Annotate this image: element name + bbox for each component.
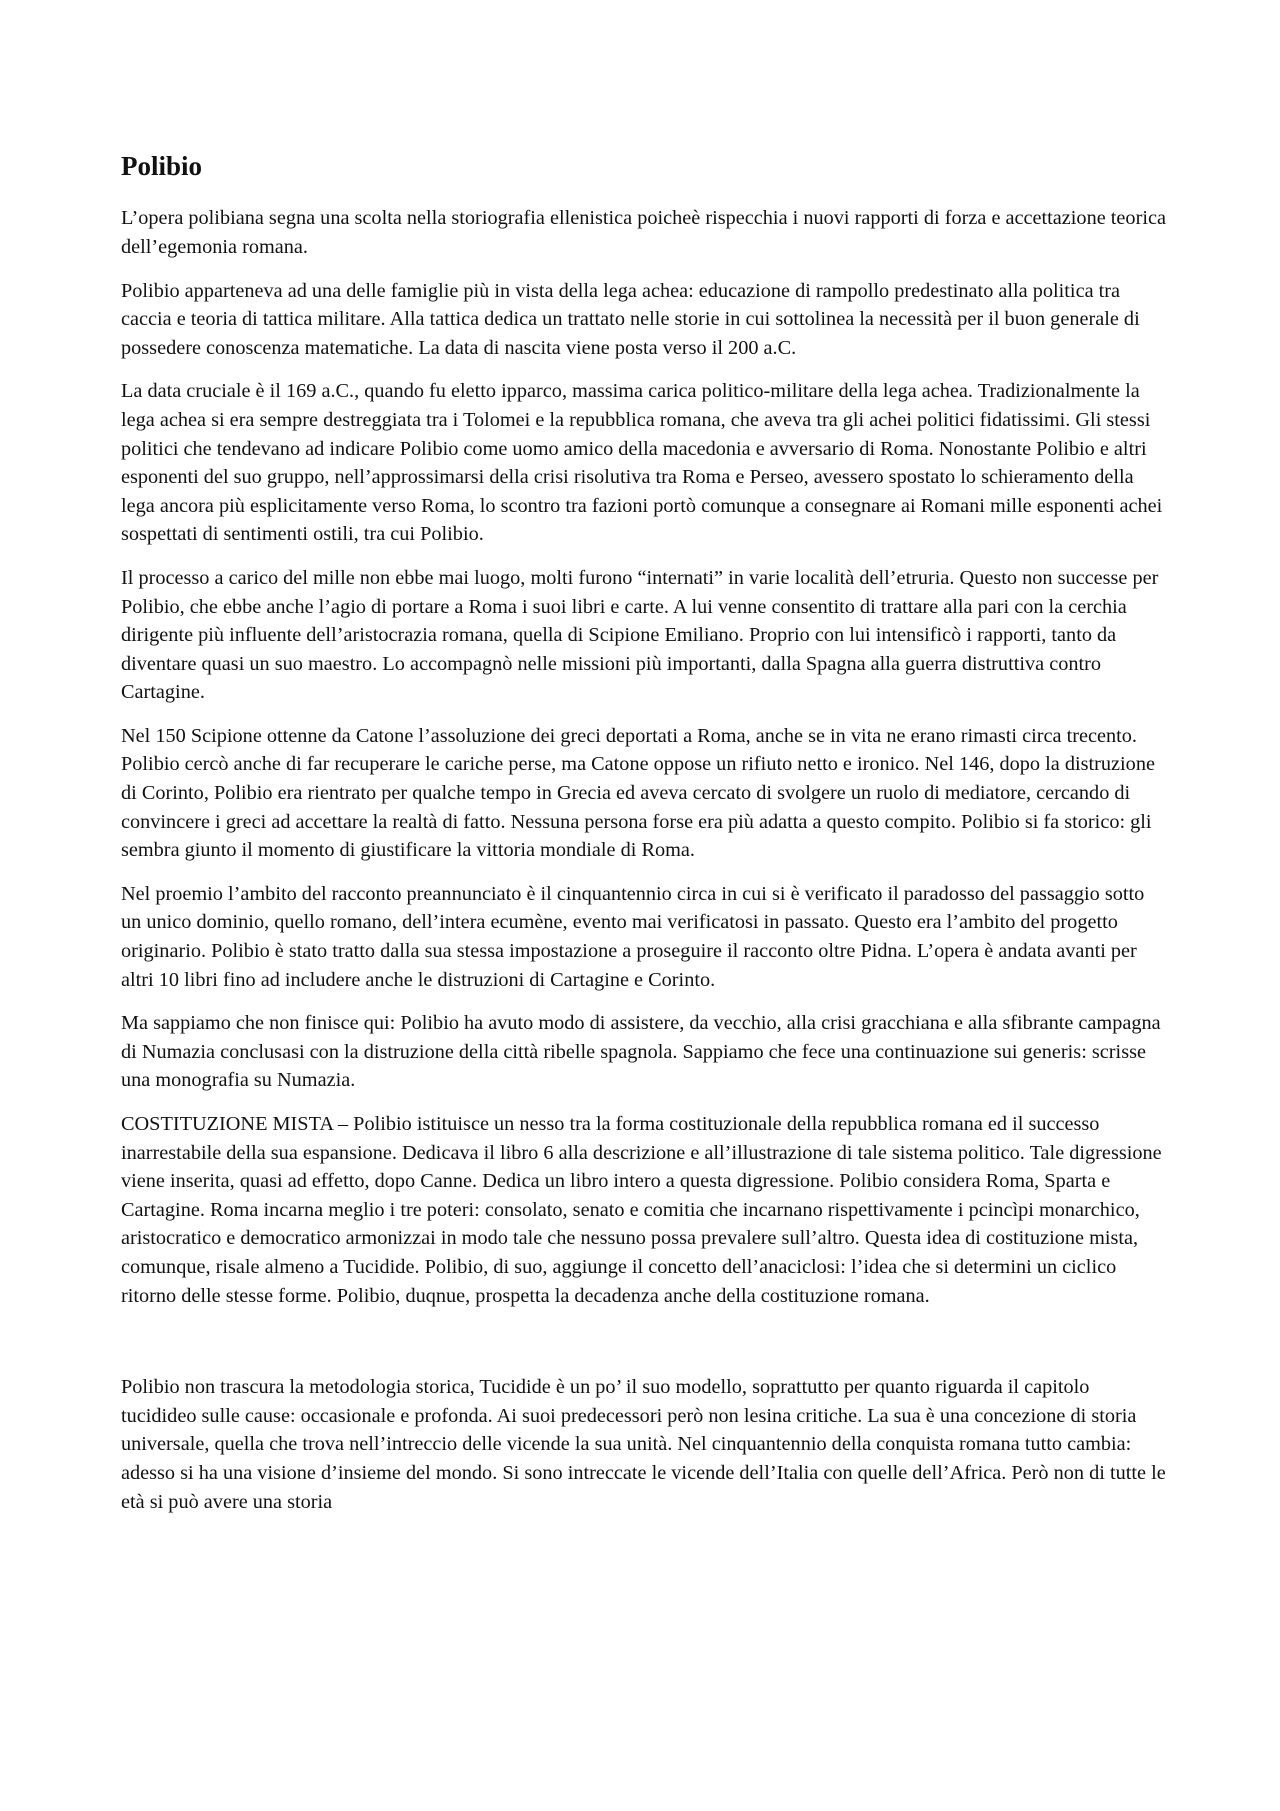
paragraph-proemio: Nel proemio l’ambito del racconto preannunciato è il cinquantennio circa in cui si è verificato il paradosso del passaggio sotto un unico dominio, quello romano, dell’intera ecumène, evento mai verificatosi in passato. Questo era l’ambito del progetto originario. Polibio è stato tratto dalla sua stessa impostazione a proseguire il racconto oltre Pidna. L’opera è andata avanti per altri 10 libri fino ad includere anche le distruzioni di Cartagine e Corinto.	[121, 882, 1145, 991]
document-page	[121, 150, 1166, 1531]
paragraph-169bc: La data cruciale è il 169 a.C., quando fu eletto ipparco, massima carica politico-militare della lega achea. Tradizionalmente la lega achea si era sempre destreggiata tra i Tolomei e la repubblica romana, che aveva tra gli achei politici fidatissimi. Gli stessi politici che tendevano ad indicare Polibio come uomo amico della macedonia e avversario di Roma. Nonostante Polibio e altri esponenti del suo gruppo, nell’approssimarsi della crisi risolutiva tra Roma e Perseo, avessero spostato lo schieramento della lega ancora più esplicitamente verso Roma, lo scontro tra fazioni portò comunque a consegnare ai Romani mille esponenti achei sospettati di sentimenti ostili, tra cui Polibio.	[121, 380, 1163, 546]
paragraph-numazia: Ma sappiamo che non finisce qui: Polibio ha avuto modo di assistere, da vecchio, alla crisi gracchiana e alla sfibrante campagna di Numazia conclusasi con la distruzione della città ribelle spagnola. Sappiamo che fece una continuazione sui generis: scrisse una monografia su Numazia.	[121, 1012, 1161, 1092]
paragraph-150: Nel 150 Scipione ottenne da Catone l’assoluzione dei greci deportati a Roma, anche se in vita ne erano rimasti circa trecento. Polibio cercò anche di far recuperare le cariche perse, ma Catone oppose un rifiuto netto e ironico. Nel 146, dopo la distruzione di Corinto, Polibio era rientrato per qualche tempo in Grecia ed aveva cercato di svolgere un ruolo di mediatore, cercando di convincere i greci ad accettare la realtà di fatto. Nessuna persona forse era più adatta a questo compito. Polibio si fa storico: gli sembra giunto il momento di giustificare la vittoria mondiale di Roma.	[121, 724, 1155, 862]
paragraph-family: Polibio apparteneva ad una delle famiglie più in vista della lega achea: educazione di rampollo predestinato alla politica tra caccia e teoria di tattica militare. Alla tattica dedica un trattato nelle storie in cui sottolinea la necessità per il buon generale di possedere conoscenza matematiche. La data di nascita viene posta verso il 200 a.C.	[121, 279, 1140, 359]
paragraph-process: Il processo a carico del mille non ebbe mai luogo, molti furono “internati” in varie località dell’etruria. Questo non successe per Polibio, che ebbe anche l’agio di portare a Roma i suoi libri e carte. A lui venne consentito di trattare alla pari con la cerchia dirigente più influente dell’aristocrazia romana, quella di Scipione Emiliano. Proprio con lui intensificò i rapporti, tanto da diventare quasi un suo maestro. Lo accompagnò nelle missioni più importanti, dalla Spagna alla guerra distruttiva contro Cartagine.	[121, 566, 1159, 704]
document-title: Polibio	[121, 151, 203, 181]
paragraph-metodologia: Polibio non trascura la metodologia storica, Tucidide è un po’ il suo modello, soprattutto per quanto riguarda il capitolo tucidideo sulle cause: occasionale e profonda. Ai suoi predecessori però non lesina critiche. La sua è una concezione di storia universale, quella che trova nell’intreccio delle vicende la sua unità. Nel cinquantennio della conquista romana tutto cambia: adesso si ha una visione d’insieme del mondo. Si sono intreccate le vicende dell’Italia con quelle dell’Africa. Però non di tutte le età si può avere una storia	[121, 1376, 1166, 1513]
paragraph-intro: L’opera polibiana segna una scolta nella storiografia ellenistica poicheè rispecchia i nuovi rapporti di forza e accettazione teorica dell’egemonia romana.	[121, 207, 1166, 258]
paragraph-costituzione-mista: COSTITUZIONE MISTA – Polibio istituisce un nesso tra la forma costituzionale della repubblica romana ed il successo inarrestabile della sua espansione. Dedicava il libro 6 alla descrizione e all’illustrazione di tale sistema politico. Tale digressione viene inserita, quasi ad effetto, dopo Canne. Dedica un libro intero a questa digressione. Polibio considera Roma, Sparta e Cartagine. Roma incarna meglio i tre poteri: consolato, senato e comitia che incarnano rispettivamente i pcincìpi monarchico, aristocratico e democratico armonizzai in modo tale che nessuno possa prevalere sull’altro. Questa idea di costituzione mista, comunque, risale almeno a Tucidide. Polibio, di suo, aggiunge il concetto dell’anaciclosi: l’idea che si determini un ciclico ritorno delle stesse forme. Polibio, duqnue, prospetta la decadenza anche della costituzione romana.	[121, 1113, 1162, 1307]
